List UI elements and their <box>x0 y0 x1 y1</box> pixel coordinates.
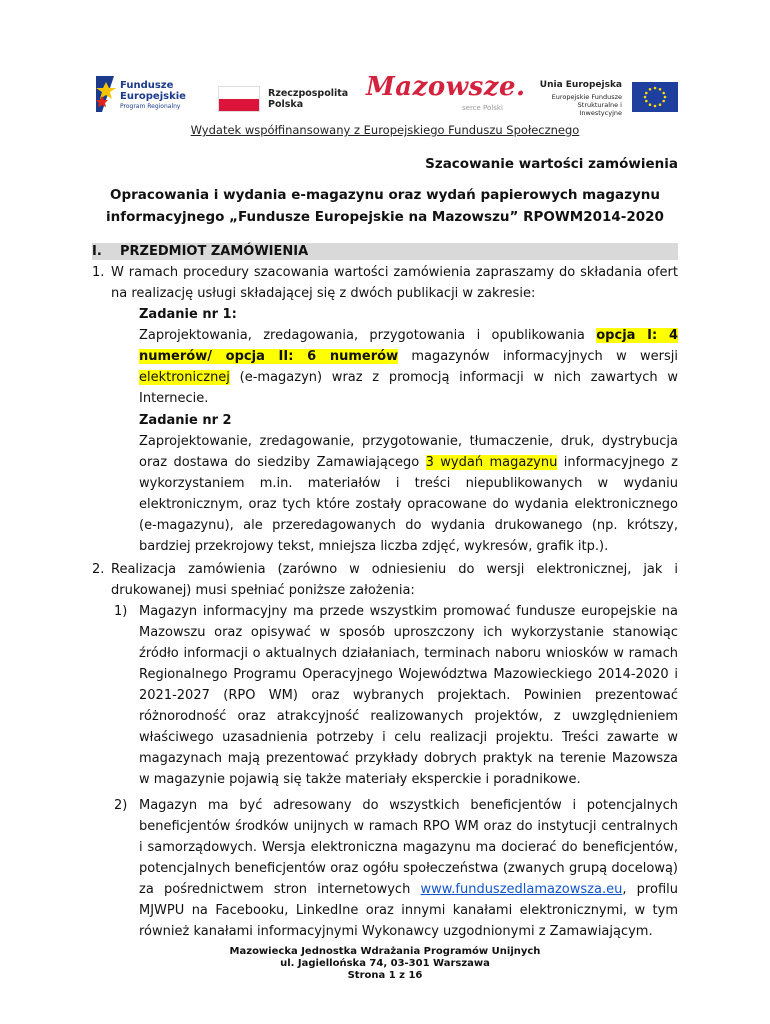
footer-address: ul. Jagiellońska 74, 03-301 Warszawa <box>280 958 490 969</box>
point-2-marker: 2. <box>92 562 105 577</box>
poland-flag-icon <box>218 86 260 112</box>
fe-title: Fundusze Europejskie <box>120 80 186 102</box>
rzeczpospolita-logo <box>218 80 348 112</box>
website-link[interactable]: www.funduszedlamazowsza.eu <box>420 882 623 897</box>
task-1-text <box>139 325 678 409</box>
mazowsze-logo <box>366 72 526 122</box>
fundusze-europejskie-logo <box>96 76 206 116</box>
task-1-title: Zadanie nr 1: <box>139 307 237 322</box>
task-2-text-a: Zaprojektowanie, zredagowanie, przygotowanie, tłumaczenie, druk, dystrybucja oraz dostawa do siedziby Zamawiającego <box>139 434 678 470</box>
unia-europejska-logo <box>539 78 682 117</box>
estimate-title: Szacowanie wartości zamówienia <box>425 156 678 172</box>
subpoint-2-text <box>139 795 678 942</box>
subpoint-2-text-b: , profilu MJWPU na Facebooku, LinkedIne oraz innymi kanałami elektronicznymi, w tym również kanałami informacyjnymi Wykonawcy uzgodnionymi z Zamawiającym. <box>139 882 678 939</box>
eu-stars-icon <box>632 82 678 112</box>
task-2-title: Zadanie nr 2 <box>139 413 232 428</box>
subpoint-1-marker: 1) <box>114 604 128 619</box>
cofinancing-note: Wydatek współfinansowany z Europejskiego Funduszu Społecznego <box>190 123 580 137</box>
task-2-text <box>139 431 678 557</box>
task-2-highlight: 3 wydań magazynu <box>425 455 558 470</box>
rp-title: Rzeczpospolita Polska <box>268 88 349 110</box>
section-heading <box>92 243 678 260</box>
task-1-highlight: opcja I: 4 numerów/ opcja II: 6 numerów <box>139 328 678 364</box>
mazowsze-tagline: serce Polski <box>462 104 503 112</box>
subpoint-1-text: Magazyn informacyjny ma przede wszystkim promować fundusze europejskie na Mazowszu oraz opisywać w sposób uproszczony ich wykorzystanie stanowiąc źródło informacji o aktualnych działaniach, terminach naboru wniosków w ramach Regionalnego Programu Operacyjnego Województwa Mazowieckiego 2014-2020 i 2021-2027 (RPO WM) oraz wybranych projektach. Powinien prezentować różnorodność oraz atrakcyjność realizowanych projektów, z uwzględnieniem właściwego uzasadnienia potrzeby i celu realizacji projektu. Treści zawarte w magazynach mają prezentować przykłady dobrych praktyk na terenie Mazowsza w magazynie pojawią się także materiały eksperckie i poradnikowe. <box>139 604 678 787</box>
page-number: Strona 1 z 16 <box>347 970 423 981</box>
fe-star-icon <box>96 76 118 112</box>
ue-title: Unia Europejska <box>539 80 622 90</box>
task-1-text-c: (e-magazyn) wraz z promocją informacji w nich zawartych w Internecie. <box>139 370 678 406</box>
point-1-marker: 1. <box>92 265 105 280</box>
subpoint-2-text-a: Magazyn ma być adresowany do wszystkich beneficjentów i potencjalnych beneficjentów środków unijnych w ramach RPO WM oraz do instytucji centralnych i samorządowych. Wersja elektroniczna magazynu ma docierać do beneficjentów, potencjalnych beneficjentów oraz ogółu społeczeństwa (zwanych grupą docelową) za pośrednictwem stron internetowych <box>139 798 678 897</box>
section-number: I. <box>92 244 102 259</box>
fe-subtitle: Program Regionalny <box>120 103 181 110</box>
task-1-text-b: magazynów informacyjnych w wersji <box>398 349 678 364</box>
document-title: Opracowania i wydania e-magazynu oraz wydań papierowych magazynu informacyjnego „Fundusze Europejskie na Mazowszu” RPOWM2014-2020 <box>106 187 664 225</box>
logo-strip <box>96 72 680 122</box>
section-title: PRZEDMIOT ZAMÓWIENIA <box>120 244 309 259</box>
point-2-text: Realizacja zamówienia (zarówno w odniesieniu do wersji elektronicznej, jak i drukowanej) musi spełniać poniższe założenia: <box>111 562 678 598</box>
task-2-text-b: informacyjnego z wykorzystaniem m.in. materiałów i treści niepublikowanych w wydaniu elektronicznym, oraz tych które zostały opracowane do wydania elektronicznego (e-magazynu), ale przeredagowanych do wydania drukowanego (np. krótszy, bardziej przekrojowy tekst, mniejsza liczba zdjęć, wykresów, grafik itp.). <box>139 455 678 554</box>
task-1-text-a: Zaprojektowania, zredagowania, przygotowania i opublikowania <box>139 328 597 343</box>
subpoint-2-marker: 2) <box>114 798 128 813</box>
page-footer <box>0 946 770 982</box>
task-1-highlight-2: elektronicznej <box>139 370 230 385</box>
point-1-text: W ramach procedury szacowania wartości zamówienia zapraszamy do składania ofert na realizację usługi składającej się z dwóch publikacji w zakresie: <box>111 265 678 301</box>
footer-org: Mazowiecka Jednostka Wdrażania Programów Unijnych <box>229 946 541 957</box>
eu-flag-icon <box>632 82 678 112</box>
ue-subtitle: Europejskie Fundusze Strukturalne i Inwestycyjne <box>551 93 622 117</box>
mazowsze-wordmark: Mazowsze. <box>366 72 526 102</box>
